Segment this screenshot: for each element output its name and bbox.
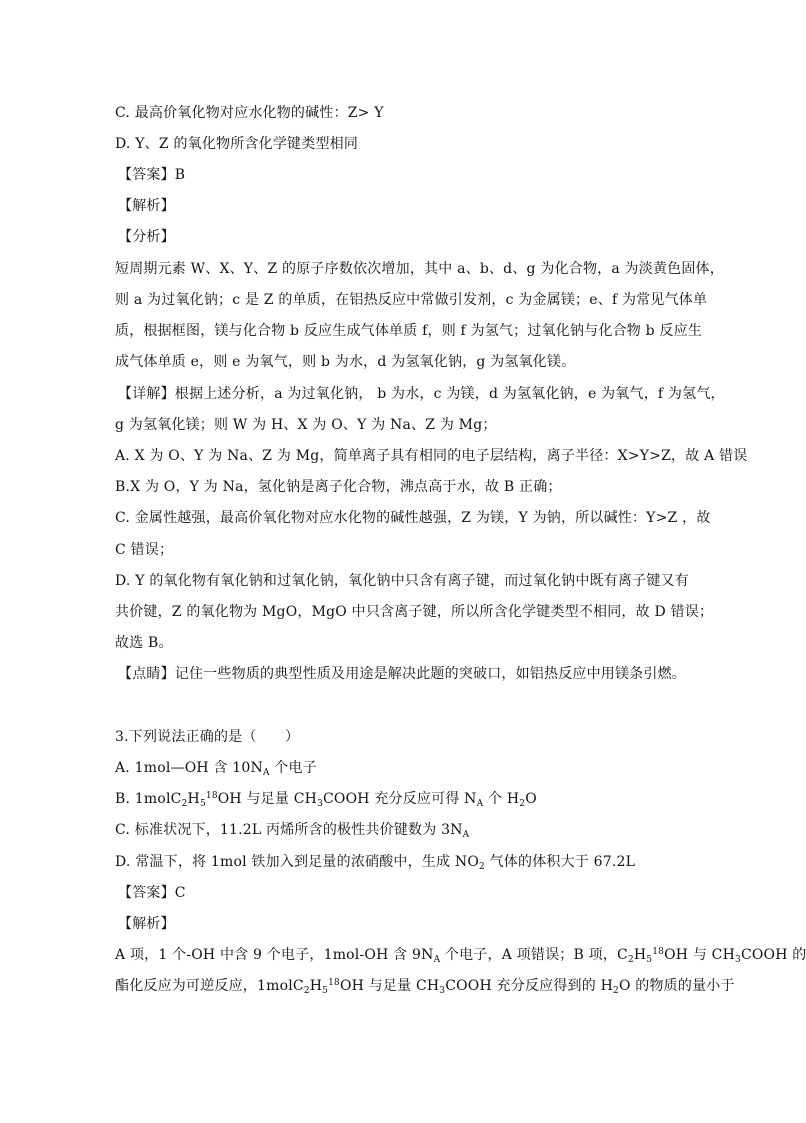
q3-explanation-line: A 项，1 个-OH 中含 9 个电子，1mol-OH 含 $9N_A$ 个电子，A 项错误；B 项，$C_2H_5^{18}OH$ 与 $CH_3COOH$ 的 [115, 947, 806, 965]
q3-option-b: B. $1molC_2H_5^{18}OH$ 与足量 $CH_3COOH$ 充分反应可得 $N_A$ 个 $H_2O$ [115, 791, 537, 809]
q2-option-c: C. 最高价氧化物对应水化物的碱性：Z> Y [115, 105, 384, 121]
q2-answer: 【答案】B [118, 167, 186, 183]
q3-jiexi-heading: 【解析】 [118, 916, 175, 932]
q2-dianjing: 【点睛】记住一些物质的典型性质及用途是解决此题的突破口，如铝热反应中用镁条引燃。 [118, 666, 686, 682]
q3-explanation-line: 酯化反应为可逆反应，$1molC_2H_5^{18}OH$ 与足量 $CH_3COOH$ 充分反应得到的 $H_2O$ 的物质的量小于 [115, 978, 735, 996]
q2-detail-line: A. X 为 O、Y 为 Na、Z 为 Mg，简单离子具有相同的电子层结构，离子半径：X>Y>Z，故 A 错误 [115, 448, 748, 464]
q2-analysis-line: 质，根据框图，镁与化合物 b 反应生成气体单质 f，则 f 为氢气；过氧化钠与化合物 b 反应生 [115, 323, 703, 339]
q3-option-d: D. 常温下，将 1mol 铁加入到足量的浓硝酸中，生成 $NO_2$ 气体的体积大于 67.2L [115, 854, 636, 872]
q2-detail-line: 【详解】根据上述分析，a 为过氧化钠， b 为水，c 为镁，d 为氢氧化钠，e 为氧气，f 为氢气， [118, 386, 725, 402]
q2-detail-line: g 为氢氧化镁；则 W 为 H、X 为 O、Y 为 Na、Z 为 Mg； [115, 417, 497, 433]
q2-detail-line: 共价键，Z 的氧化物为 MgO，MgO 中只含离子键，所以所含化学键类型不相同，故 D 错误； [115, 604, 714, 620]
q2-jiexi-heading: 【解析】 [118, 198, 175, 214]
q2-detail-line: C. 金属性越强，最高价氧化物对应水化物的碱性越强，Z 为镁，Y 为钠，所以碱性：Y>Z ，故 [115, 510, 711, 526]
q3-answer: 【答案】C [118, 885, 186, 901]
q2-analysis-line: 则 a 为过氧化钠；c 是 Z 的单质，在铝热反应中常做引发剂，c 为金属镁；e、f 为常见气体单 [115, 292, 708, 308]
q2-detail-line: D. Y 的氧化物有氧化钠和过氧化钠，氧化钠中只含有离子键，而过氧化钠中既有离子键又有 [115, 573, 689, 589]
q3-option-c: C. 标准状况下，11.2L 丙烯所含的极性共价键数为 $3N_A$ [115, 822, 470, 840]
q2-analysis-line: 短周期元素 W、X、Y、Z 的原子序数依次增加，其中 a、b、d、g 为化合物，a 为淡黄色固体， [115, 261, 724, 277]
q3-option-a: A. 1mol—OH 含 $10N_A$ 个电子 [115, 760, 317, 778]
q2-detail-line: B.X 为 O，Y 为 Na，氢化钠是离子化合物，沸点高于水，故 B 正确； [115, 479, 562, 495]
q2-fenxi-heading: 【分析】 [118, 229, 175, 245]
q2-option-d: D. Y、Z 的氧化物所含化学键类型相同 [115, 136, 359, 152]
q2-detail-line: 故选 B。 [115, 635, 173, 651]
q2-analysis-line: 成气体单质 e，则 e 为氧气，则 b 为水，d 为氢氧化钠，g 为氢氧化镁。 [115, 354, 576, 370]
q2-detail-line: C 错误； [115, 542, 174, 558]
q3-stem: 3.下列说法正确的是（ ） [115, 729, 300, 745]
